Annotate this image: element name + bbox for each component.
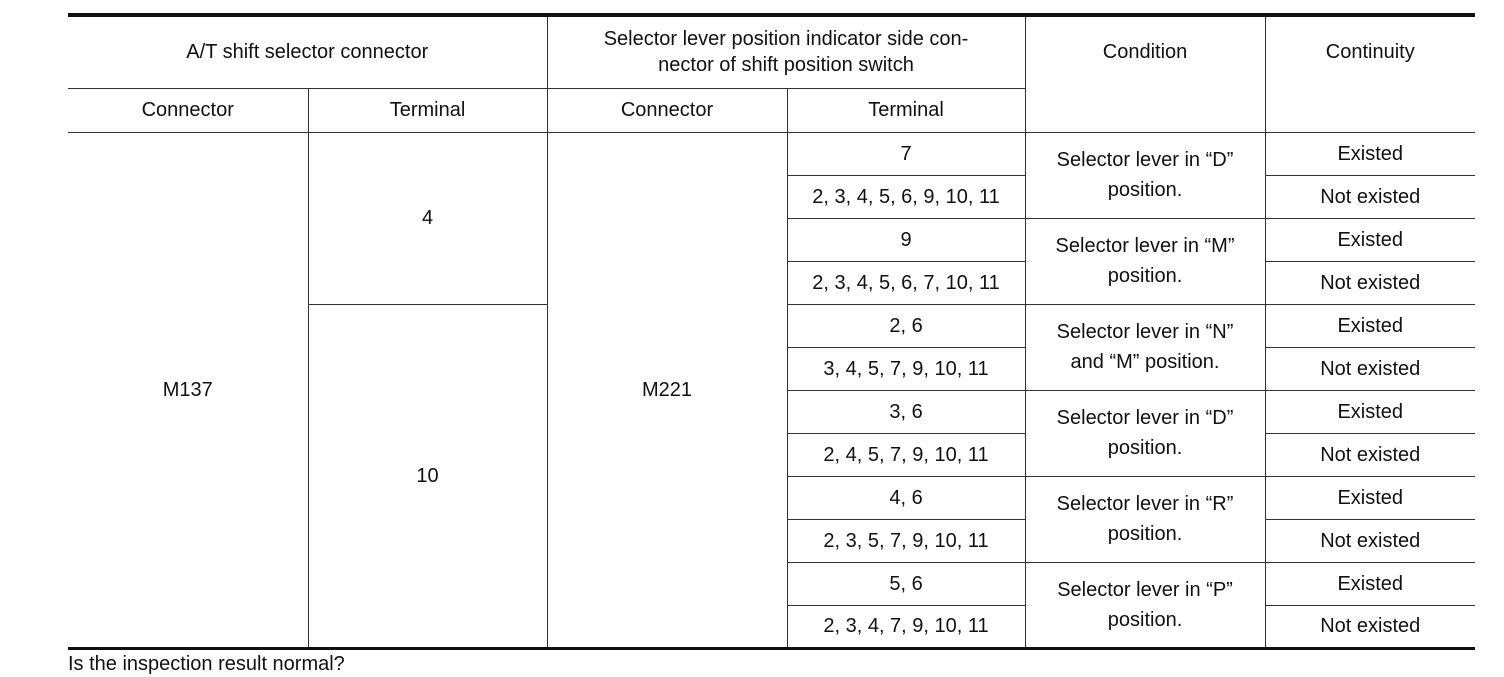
header-selector-indicator-text: Selector lever position indicator side con- nector of shift position switch xyxy=(603,28,969,77)
continuity-cell: Existed xyxy=(1265,218,1475,261)
terminal-b-cell: 7 xyxy=(787,132,1025,175)
continuity-cell: Existed xyxy=(1265,132,1475,175)
terminal-b-cell: 9 xyxy=(787,218,1025,261)
header-row-1 xyxy=(68,15,1475,88)
condition-text: Selector lever in “D” position. xyxy=(1056,149,1234,201)
condition-cell xyxy=(1025,476,1265,562)
condition-text: Selector lever in “D” position. xyxy=(1056,407,1234,459)
continuity-cell: Not existed xyxy=(1265,175,1475,218)
continuity-cell: Not existed xyxy=(1265,347,1475,390)
continuity-cell: Not existed xyxy=(1265,519,1475,562)
continuity-inspection-table xyxy=(68,13,1475,650)
terminal-a-group: 4 xyxy=(308,132,547,304)
continuity-cell: Existed xyxy=(1265,476,1475,519)
condition-cell xyxy=(1025,218,1265,304)
condition-cell xyxy=(1025,390,1265,476)
continuity-cell: Not existed xyxy=(1265,605,1475,648)
condition-cell xyxy=(1025,562,1265,648)
terminal-b-cell: 2, 4, 5, 7, 9, 10, 11 xyxy=(787,433,1025,476)
terminal-b-cell: 2, 3, 4, 5, 6, 7, 10, 11 xyxy=(787,261,1025,304)
terminal-b-cell: 4, 6 xyxy=(787,476,1025,519)
footer-question-text: Is the inspection result normal? xyxy=(68,653,345,675)
terminal-b-cell: 3, 6 xyxy=(787,390,1025,433)
terminal-a-group: 10 xyxy=(308,304,547,648)
continuity-cell: Not existed xyxy=(1265,261,1475,304)
terminal-b-cell: 2, 3, 4, 7, 9, 10, 11 xyxy=(787,605,1025,648)
header-selector-indicator-connector xyxy=(547,15,1025,88)
terminal-b-cell: 3, 4, 5, 7, 9, 10, 11 xyxy=(787,347,1025,390)
continuity-cell: Existed xyxy=(1265,390,1475,433)
terminal-b-cell: 2, 3, 5, 7, 9, 10, 11 xyxy=(787,519,1025,562)
condition-text: Selector lever in “R” position. xyxy=(1056,493,1234,545)
terminal-b-cell: 2, 6 xyxy=(787,304,1025,347)
continuity-cell: Existed xyxy=(1265,304,1475,347)
header-terminal-b: Terminal xyxy=(787,88,1025,132)
continuity-table-container xyxy=(68,13,1475,650)
continuity-cell: Existed xyxy=(1265,562,1475,605)
header-terminal-a: Terminal xyxy=(308,88,547,132)
connector-b-value: M221 xyxy=(547,132,787,648)
condition-text: Selector lever in “M” position. xyxy=(1055,235,1235,287)
header-connector-b: Connector xyxy=(547,88,787,132)
condition-text: Selector lever in “N” and “M” position. xyxy=(1056,321,1234,373)
header-condition: Condition xyxy=(1025,15,1265,132)
terminal-b-cell: 5, 6 xyxy=(787,562,1025,605)
condition-cell xyxy=(1025,132,1265,218)
terminal-b-cell: 2, 3, 4, 5, 6, 9, 10, 11 xyxy=(787,175,1025,218)
header-continuity: Continuity xyxy=(1265,15,1475,132)
header-connector-a: Connector xyxy=(68,88,308,132)
condition-cell xyxy=(1025,304,1265,390)
continuity-cell: Not existed xyxy=(1265,433,1475,476)
connector-a-value: M137 xyxy=(68,132,308,648)
condition-text: Selector lever in “P” position. xyxy=(1057,578,1233,631)
table-row xyxy=(68,132,1475,175)
header-at-shift-selector-connector: A/T shift selector connector xyxy=(68,15,547,88)
